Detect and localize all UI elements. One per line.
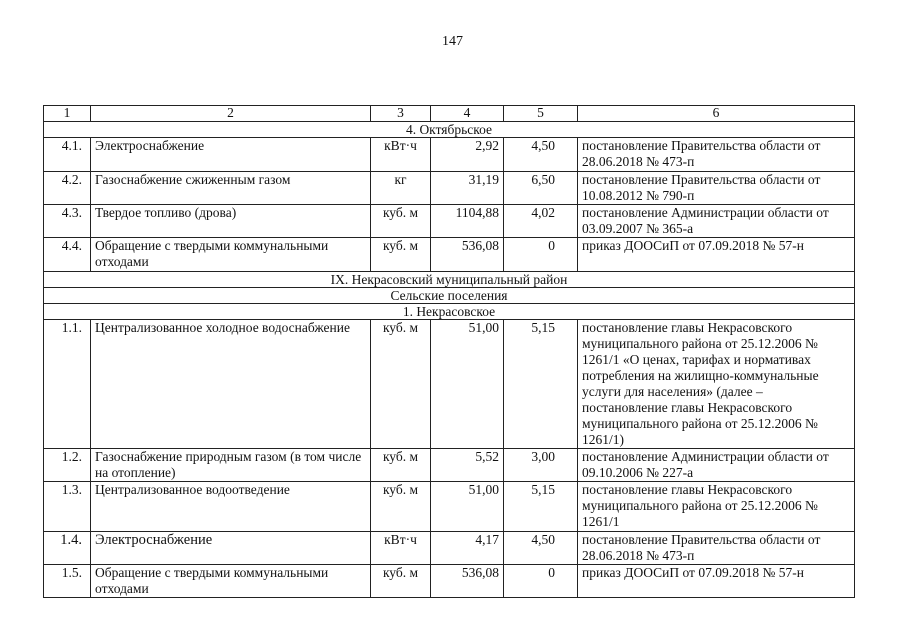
legal-document: постановление Правительства области от 28.06.2018 № 473-п bbox=[578, 138, 855, 172]
row-number: 4.1. bbox=[44, 138, 91, 172]
table-row bbox=[44, 238, 855, 272]
legal-document: постановление Администрации области от 03.09.2007 № 365-а bbox=[578, 205, 855, 238]
section-title: Сельские поселения bbox=[44, 288, 855, 304]
table-row bbox=[44, 205, 855, 238]
legal-document: приказ ДООСиП от 07.09.2018 № 57-н bbox=[578, 565, 855, 598]
value-col4: 51,00 bbox=[431, 320, 504, 449]
service-name: Электроснабжение bbox=[91, 138, 371, 172]
value-col5: 0 bbox=[504, 238, 578, 272]
unit: куб. м bbox=[371, 482, 431, 532]
section-row bbox=[44, 122, 855, 138]
value-col4: 536,08 bbox=[431, 238, 504, 272]
value-col4: 4,17 bbox=[431, 532, 504, 565]
value-col5: 5,15 bbox=[504, 320, 578, 449]
section-title: 1. Некрасовское bbox=[44, 304, 855, 320]
section-title: IX. Некрасовский муниципальный район bbox=[44, 272, 855, 288]
section-row bbox=[44, 272, 855, 288]
row-number: 1.3. bbox=[44, 482, 91, 532]
service-name: Централизованное холодное водоснабжение bbox=[91, 320, 371, 449]
value-col5: 4,02 bbox=[504, 205, 578, 238]
legal-document: приказ ДООСиП от 07.09.2018 № 57-н bbox=[578, 238, 855, 272]
value-col5: 4,50 bbox=[504, 532, 578, 565]
value-col4: 536,08 bbox=[431, 565, 504, 598]
table-row bbox=[44, 565, 855, 598]
header-cell: 3 bbox=[371, 106, 431, 122]
value-col5: 3,00 bbox=[504, 449, 578, 482]
header-cell: 1 bbox=[44, 106, 91, 122]
row-number: 1.5. bbox=[44, 565, 91, 598]
row-number: 1.1. bbox=[44, 320, 91, 449]
table-row bbox=[44, 320, 855, 449]
unit: куб. м bbox=[371, 565, 431, 598]
unit: куб. м bbox=[371, 238, 431, 272]
table-row bbox=[44, 138, 855, 172]
value-col4: 1104,88 bbox=[431, 205, 504, 238]
header-row bbox=[44, 106, 855, 122]
service-name: Обращение с твердыми коммунальными отходами bbox=[91, 238, 371, 272]
row-number: 4.4. bbox=[44, 238, 91, 272]
row-number: 4.2. bbox=[44, 172, 91, 205]
service-name: Твердое топливо (дрова) bbox=[91, 205, 371, 238]
legal-document: постановление главы Некрасовского муниципального района от 25.12.2006 № 1261/1 bbox=[578, 482, 855, 532]
service-name: Централизованное водоотведение bbox=[91, 482, 371, 532]
service-name: Газоснабжение сжиженным газом bbox=[91, 172, 371, 205]
table-row bbox=[44, 482, 855, 532]
value-col4: 2,92 bbox=[431, 138, 504, 172]
unit: кВт·ч bbox=[371, 138, 431, 172]
legal-document: постановление Администрации области от 09.10.2006 № 227-а bbox=[578, 449, 855, 482]
value-col5: 5,15 bbox=[504, 482, 578, 532]
unit: куб. м bbox=[371, 205, 431, 238]
service-name: Газоснабжение природным газом (в том числе на отопление) bbox=[91, 449, 371, 482]
value-col4: 31,19 bbox=[431, 172, 504, 205]
table-row bbox=[44, 449, 855, 482]
row-number: 1.2. bbox=[44, 449, 91, 482]
row-number: 4.3. bbox=[44, 205, 91, 238]
unit: куб. м bbox=[371, 449, 431, 482]
tariff-table bbox=[43, 105, 855, 598]
value-col4: 51,00 bbox=[431, 482, 504, 532]
table-row bbox=[44, 172, 855, 205]
unit: кВт·ч bbox=[371, 532, 431, 565]
value-col4: 5,52 bbox=[431, 449, 504, 482]
row-number: 1.4. bbox=[44, 532, 91, 565]
service-name: Электроснабжение bbox=[91, 532, 371, 565]
value-col5: 4,50 bbox=[504, 138, 578, 172]
table-row bbox=[44, 532, 855, 565]
header-cell: 5 bbox=[504, 106, 578, 122]
section-row bbox=[44, 288, 855, 304]
legal-document: постановление Правительства области от 10.08.2012 № 790-п bbox=[578, 172, 855, 205]
unit: кг bbox=[371, 172, 431, 205]
page-number: 147 bbox=[442, 34, 463, 49]
section-row bbox=[44, 304, 855, 320]
service-name: Обращение с твердыми коммунальными отходами bbox=[91, 565, 371, 598]
value-col5: 6,50 bbox=[504, 172, 578, 205]
legal-document: постановление Правительства области от 28.06.2018 № 473-п bbox=[578, 532, 855, 565]
unit: куб. м bbox=[371, 320, 431, 449]
section-title: 4. Октябрьское bbox=[44, 122, 855, 138]
legal-document: постановление главы Некрасовского муниципального района от 25.12.2006 № 1261/1 «О ценах, тарифах и нормативах потребления на жилищно-коммунальные услуги для населения» (далее – постановление главы Некрасовского муниципального района от 25.12.2006 № 1261/1) bbox=[578, 320, 855, 449]
header-cell: 2 bbox=[91, 106, 371, 122]
header-cell: 6 bbox=[578, 106, 855, 122]
value-col5: 0 bbox=[504, 565, 578, 598]
header-cell: 4 bbox=[431, 106, 504, 122]
table-body bbox=[44, 106, 855, 598]
